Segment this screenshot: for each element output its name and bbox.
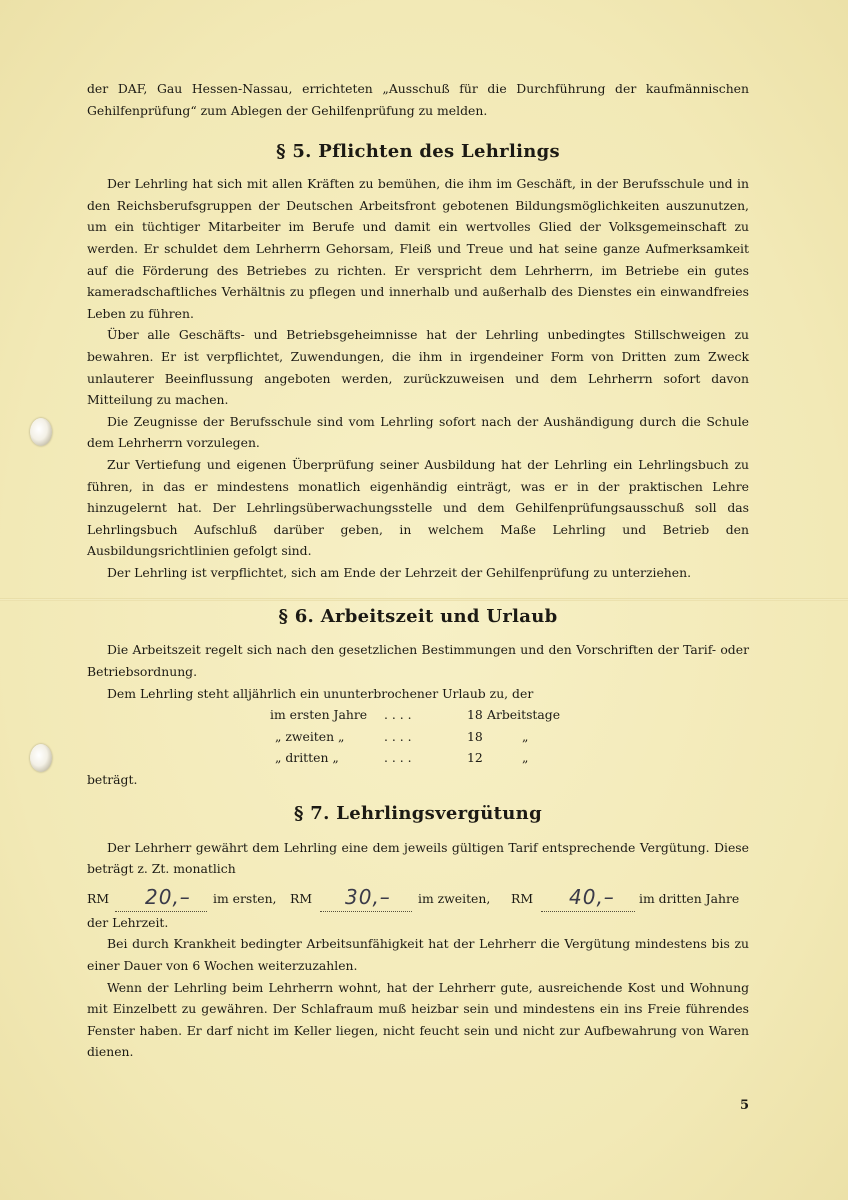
vacation-dots: . . . . — [384, 707, 412, 723]
vacation-row — [87, 704, 749, 726]
amount-1-label: im ersten, — [213, 890, 277, 906]
section-7-heading: § 7. Lehrlingsvergütung — [294, 802, 542, 824]
amount-1-handwritten: 20,– — [145, 884, 191, 909]
section-5-heading: § 5. Pflichten des Lehrlings — [276, 141, 560, 163]
vacation-row — [87, 747, 749, 769]
intro-paragraph: der DAF, Gau Hessen-Nassau, errichteten „Ausschuß für die Durchführung der kaufmännischen Gehilfenprüfung“ zum Ablegen der Gehilfenprüfung zu melden. — [87, 81, 749, 118]
vacation-unit: „ — [522, 750, 529, 766]
currency-label: RM — [87, 890, 110, 906]
vacation-year: im ersten Jahre — [270, 707, 368, 723]
amount-3-handwritten: 40,– — [569, 884, 615, 909]
section-6-closing: beträgt. — [87, 772, 138, 788]
vacation-dots: . . . . — [384, 750, 412, 766]
vacation-year: „ zweiten „ — [275, 728, 345, 744]
vacation-unit: „ — [522, 728, 529, 744]
section-6-heading: § 6. Arbeitszeit und Urlaub — [278, 606, 558, 628]
vacation-unit: Arbeitstage — [487, 707, 561, 723]
pay-line — [87, 886, 749, 912]
section-7-paragraph-1: Der Lehrherr gewährt dem Lehrling eine dem jeweils gültigen Tarif entsprechende Vergütung. Diese beträgt z. Zt. monatlich — [87, 839, 749, 877]
punch-hole-top — [30, 418, 52, 446]
section-7-paragraph-3: Wenn der Lehrling beim Lehrherrn wohnt, hat der Lehrherr gute, ausreichende Kost und Wohnung mit Einzelbett zu gewähren. Der Schlafraum muß heizbar sein und mindestens ein ins Freie führendes Fenster haben. Er darf nicht im Keller liegen, nicht feucht sein und nicht zur Aufbewahrung von Waren dienen. — [87, 979, 749, 1060]
currency-label: RM — [511, 890, 534, 906]
section-5-paragraph-2: Über alle Geschäfts- und Betriebsgeheimnisse hat der Lehrling unbedingtes Stillschweigen zu bewahren. Er ist verpflichtet, Zuwendungen, die ihm in irgendeiner Form von Dritten zum Zweck unlauterer Beeinflussung angeboten werden, zurückzuweisen und dem Lehrherrn sofort davon Mitteilung zu machen. — [87, 327, 749, 408]
amount-2-handwritten: 30,– — [345, 884, 391, 909]
vacation-table — [87, 704, 749, 769]
section-6-paragraph-1: Die Arbeitszeit regelt sich nach den gesetzlichen Bestimmungen und den Vorschriften der Tarif- oder Betriebsordnung. — [87, 642, 749, 680]
vacation-row — [87, 726, 749, 748]
currency-label: RM — [290, 890, 313, 906]
document-body — [87, 78, 749, 1063]
amount-2-label: im zweiten, — [418, 890, 491, 906]
amount-3-label: im dritten Jahre — [639, 890, 740, 906]
section-6-paragraph-2: Dem Lehrling steht alljährlich ein ununterbrochener Urlaub zu, der — [107, 685, 534, 701]
page-number: 5 — [740, 1098, 750, 1113]
vacation-year: „ dritten „ — [275, 750, 339, 766]
section-5-paragraph-5: Der Lehrling ist verpflichtet, sich am Ende der Lehrzeit der Gehilfenprüfung zu unterziehen. — [107, 564, 692, 580]
section-5-paragraph-3: Die Zeugnisse der Berufsschule sind vom Lehrling sofort nach der Aushändigung durch die Schule dem Lehrherrn vorzulegen. — [87, 413, 749, 451]
punch-hole-bottom — [30, 744, 52, 772]
vacation-days: 18 — [467, 728, 483, 744]
section-5-paragraph-4: Zur Vertiefung und eigenen Überprüfung seiner Ausbildung hat der Lehrling ein Lehrlingsbuch zu führen, in das er mindestens monatlich eigenhändig einträgt, was er in der praktischen Lehre hinzugelernt hat. Der Lehrlingsüberwachungsstelle und dem Gehilfenprüfungsausschuß soll das Lehrlingsbuch Aufschluß darüber geben, in welchem Maße Lehrling und Betrieb den Ausbildungsrichtlinien gefolgt sind. — [87, 456, 749, 559]
vacation-dots: . . . . — [384, 728, 412, 744]
section-7-paragraph-2: Bei durch Krankheit bedingter Arbeitsunfähigkeit hat der Lehrherr die Vergütung mindestens bis zu einer Dauer von 6 Wochen weiterzuzahlen. — [87, 936, 749, 974]
pay-line-end: der Lehrzeit. — [87, 914, 169, 930]
vacation-days: 18 — [467, 707, 483, 723]
vacation-days: 12 — [467, 750, 483, 766]
section-5-paragraph-1: Der Lehrling hat sich mit allen Kräften zu bemühen, die ihm im Geschäft, in der Berufsschule und in den Reichsberufsgruppen der Deutschen Arbeitsfront gebotenen Bildungsmöglichkeiten auszunutzen, um ein tüchtiger Mitarbeiter im Berufe und damit ein wertvolles Glied der Volksgemeinschaft zu werden. Er schuldet dem Lehrherrn Gehorsam, Fleiß und Treue und hat seine ganze Aufmerksamkeit auf die Förderung des Betriebes zu richten. Er verspricht dem Lehrherrn, im Betriebe ein gutes kameradschaftliches Verhältnis zu pflegen und innerhalb und außerhalb des Dienstes ein einwandfreies Leben zu führen. — [87, 176, 749, 321]
